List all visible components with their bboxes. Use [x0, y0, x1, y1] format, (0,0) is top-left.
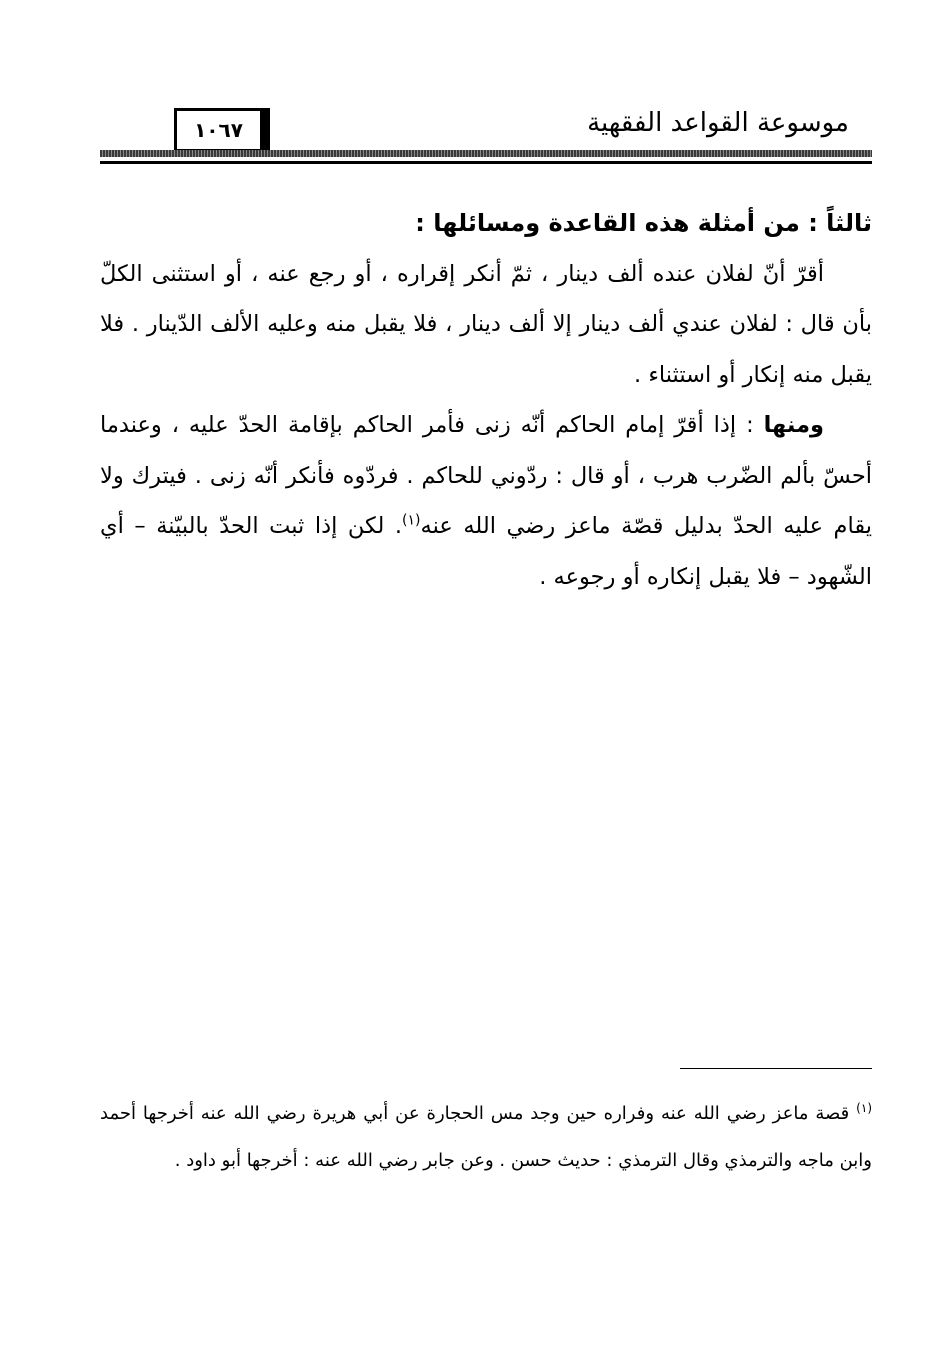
paragraph-2 [100, 400, 872, 602]
paragraph-1: أقرّ أنّ لفلان عنده ألف دينار ، ثمّ أنكر إقراره ، أو رجع عنه ، أو استثنى الكلّ بأن قال : لفلان عندي ألف دينار إلا ألف دينار ، فلا يقبل منه وعليه الألف الدّينار . فلا يقبل منه إنكار أو استثناء . [100, 260, 872, 388]
footnote-1 [100, 1090, 872, 1184]
footnote-reference[interactable]: (١) [402, 512, 421, 529]
paragraph-2-tail: . لكن إذا ثبت الحدّ بالبيّنة – أي الشّهود – فلا يقبل إنكاره أو رجوعه . [100, 513, 872, 590]
paragraph-2-main: : إذا أقرّ إمام الحاكم أنّه زنى فأمر الحاكم بإقامة الحدّ عليه ، وعندما أحسّ بألم الضّرب هرب ، أو قال : ردّوني للحاكم . فردّوه فأنكر أنّه زنى . فيترك ولا يقام عليه الحدّ بدليل قصّة ماعز رضي الله عنه [100, 412, 872, 539]
section-heading: ثالثاً : من أمثلة هذه القاعدة ومسائلها : [415, 209, 872, 237]
main-text [100, 198, 872, 602]
running-title: موسوعة القواعد الفقهية [587, 108, 849, 138]
footnote-mark: (١) [856, 1101, 872, 1115]
footnote-separator [680, 1068, 872, 1069]
paragraph-2-lead-word: ومنها [763, 412, 824, 438]
page-number-box [174, 108, 270, 152]
header-rule-thin [100, 161, 872, 164]
header-rule-thick [100, 150, 872, 157]
footnotes [100, 1090, 872, 1184]
page-number: ١٠٦٧ [194, 118, 243, 142]
footnote-1-text: قصة ماعز رضي الله عنه وفراره حين وجد مس الحجارة عن أبي هريرة رضي الله عنه أخرجها أحمد وابن ماجه والترمذي وقال الترمذي : حديث حسن . وعن جابر رضي الله عنه : أخرجها أبو داود . [100, 1103, 872, 1171]
